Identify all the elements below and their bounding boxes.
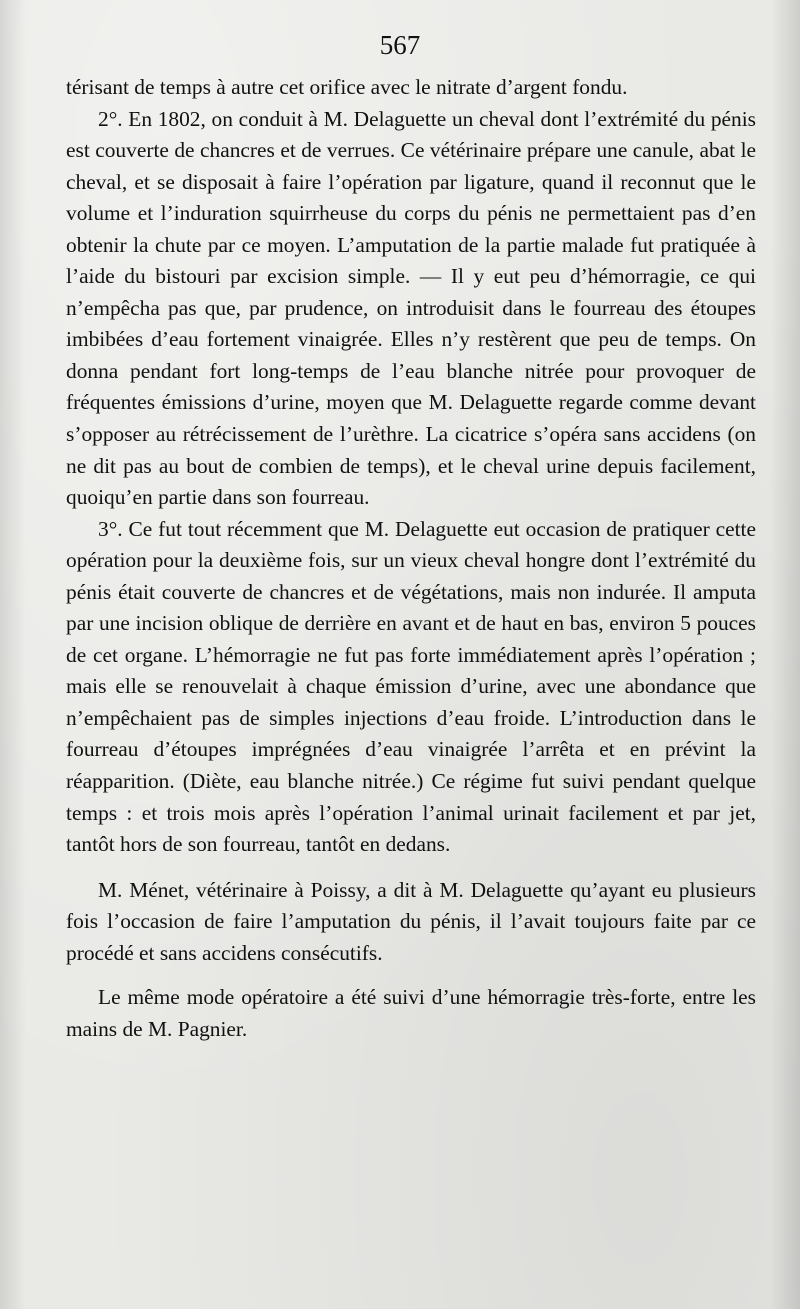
page-shadow-left	[0, 0, 26, 1309]
paragraph-case-3: 3°. Ce fut tout récemment que M. Delaguette eut occasion de pratiquer cette opération pour la deuxième fois, sur un vieux cheval hongre dont l’extrémité du pénis était couverte de chancres et de végétations, mais non indurée. Il amputa par une incision oblique de derrière en avant et de haut en bas, environ 5 pouces de cet organe. L’hémorragie ne fut pas forte immédiatement après l’opération ; mais elle se renouvelait à chaque émission d’urine, avec une abondance que n’empêchaient pas de simples injections d’eau froide. L’introduction dans le fourreau d’étoupes imprégnées d’eau vinaigrée l’arrêta et en prévint la réapparition. (Diète, eau blanche nitrée.) Ce régime fut suivi pendant quelque temps : et trois mois après l’opération l’animal urinait facilement et par jet, tantôt hors de son fourreau, tantôt en dedans.	[66, 516, 756, 857]
paragraph-case-2: 2°. En 1802, on conduit à M. Delaguette un cheval dont l’extrémité du pénis est couverte de chancres et de verrues. Ce vétérinaire prépare une canule, abat le cheval, et se disposait à faire l’opération par ligature, quand il reconnut que le volume et l’induration squirrheuse du corps du pénis ne permettaient pas d’en obtenir la chute par ce moyen. L’amputation de la partie malade fut pratiquée à l’aide du bistouri par excision simple. — Il y eut peu d’hémorragie, ce qui n’empêcha pas que, par prudence, on introduisit dans le fourreau des étoupes imbibées d’eau fortement vinaigrée. Elles n’y restèrent que peu de temps. On donna pendant fort long-temps de l’eau blanche nitrée pour provoquer de fréquentes émissions d’urine, moyen que M. Delaguette regarde comme devant s’opposer au rétrécissement de l’urèthre. La cicatrice s’opéra sans accidens (on ne dit pas au bout de combien de temps), et le cheval urine depuis facilement, quoiqu’en partie dans son fourreau.	[66, 106, 756, 510]
paragraph-pagnier: Le même mode opératoire a été suivi d’une hémorragie très-forte, entre les mains de M. Pagnier.	[66, 985, 756, 1041]
page-body	[66, 72, 756, 1045]
paragraph-menet: M. Ménet, vétérinaire à Poissy, a dit à M. Delaguette qu’ayant eu plusieurs fois l’occasion de faire l’amputation du pénis, il l’avait toujours faite par ce procédé et sans accidens consécutifs.	[66, 877, 756, 965]
page-number: 567	[379, 30, 421, 60]
page-shadow-right	[770, 0, 800, 1309]
paragraph-continuation: térisant de temps à autre cet orifice avec le nitrate d’argent fondu.	[66, 75, 628, 99]
